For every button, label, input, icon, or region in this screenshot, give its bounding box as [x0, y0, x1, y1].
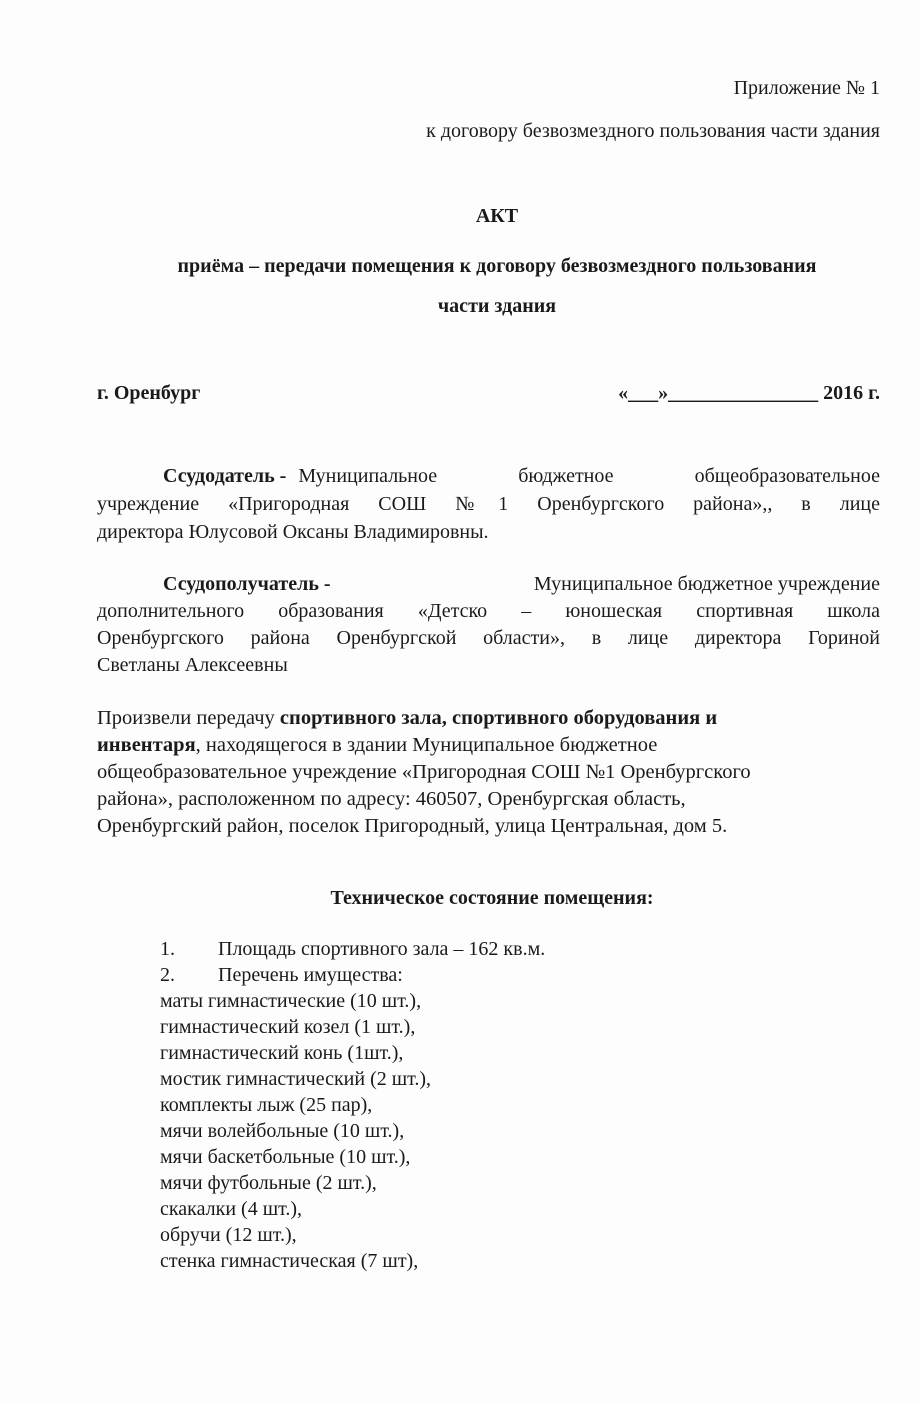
transfer-text: Произвели передачу — [97, 707, 280, 729]
lender-label: Ссудодатель - — [163, 465, 287, 487]
date: «___»_______________ 2016 г. — [618, 382, 880, 404]
city: г. Оренбург — [97, 382, 201, 404]
act-title: АКТ — [475, 205, 519, 227]
borrower-line: Муниципальное бюджетное учреждение — [533, 573, 880, 595]
transfer-text: , находящегося в здании Муниципальное бюджетное — [195, 734, 658, 756]
inventory-item: мостик гимнастический (2 шт.), — [160, 1068, 432, 1090]
lender-line: директора Юлусовой Оксаны Владимировны. — [97, 521, 489, 543]
list-number: 2. — [160, 964, 175, 986]
lender-line: Муниципальное бюджетное общеобразовательное — [298, 465, 880, 487]
inventory-item: обручи (12 шт.), — [160, 1224, 297, 1246]
appendix-number: Приложение № 1 — [733, 77, 880, 99]
inventory-item: мячи футбольные (2 шт.), — [160, 1172, 377, 1194]
inventory-item: гимнастический козел (1 шт.), — [160, 1016, 416, 1038]
inventory-item: скакалки (4 шт.), — [160, 1198, 302, 1220]
inventory-item: маты гимнастические (10 шт.), — [160, 990, 422, 1012]
borrower-line: Оренбургского района Оренбургской области», в лице директора Гориной — [97, 627, 880, 649]
transfer-text: общеобразовательное учреждение «Пригородная СОШ №1 Оренбургского — [97, 761, 751, 783]
transfer-text: Оренбургский район, поселок Пригородный, улица Центральная, дом 5. — [97, 815, 728, 837]
contract-reference: к договору безвозмездного пользования части здания — [426, 120, 880, 142]
inventory-item: мячи волейбольные (10 шт.), — [160, 1120, 405, 1142]
list-item: Перечень имущества: — [218, 964, 403, 986]
act-subtitle-line1: приёма – передачи помещения к договору безвозмездного пользования — [177, 255, 817, 277]
transfer-text: района», расположенном по адресу: 460507, Оренбургская область, — [97, 788, 686, 810]
borrower-line: дополнительного образования «Детско – юношеская спортивная школа — [97, 600, 880, 622]
transfer-object: инвентаря — [97, 734, 196, 756]
borrower-label: Ссудополучатель - — [163, 573, 331, 595]
inventory-item: гимнастический конь (1шт.), — [160, 1042, 404, 1064]
borrower-line: Светланы Алексеевны — [97, 654, 288, 676]
technical-heading: Техническое состояние помещения: — [330, 887, 654, 909]
lender-line: учреждение «Пригородная СОШ №1 Оренбургского района»,, в лице — [97, 493, 880, 515]
transfer-object: спортивного зала, спортивного оборудования и — [279, 707, 718, 729]
inventory-item: комплекты лыж (25 пар), — [160, 1094, 373, 1116]
inventory-item: стенка гимнастическая (7 шт), — [160, 1250, 419, 1272]
act-subtitle-line2: части здания — [437, 295, 557, 317]
inventory-item: мячи баскетбольные (10 шт.), — [160, 1146, 411, 1168]
list-item: Площадь спортивного зала – 162 кв.м. — [218, 938, 546, 960]
list-number: 1. — [160, 938, 175, 960]
